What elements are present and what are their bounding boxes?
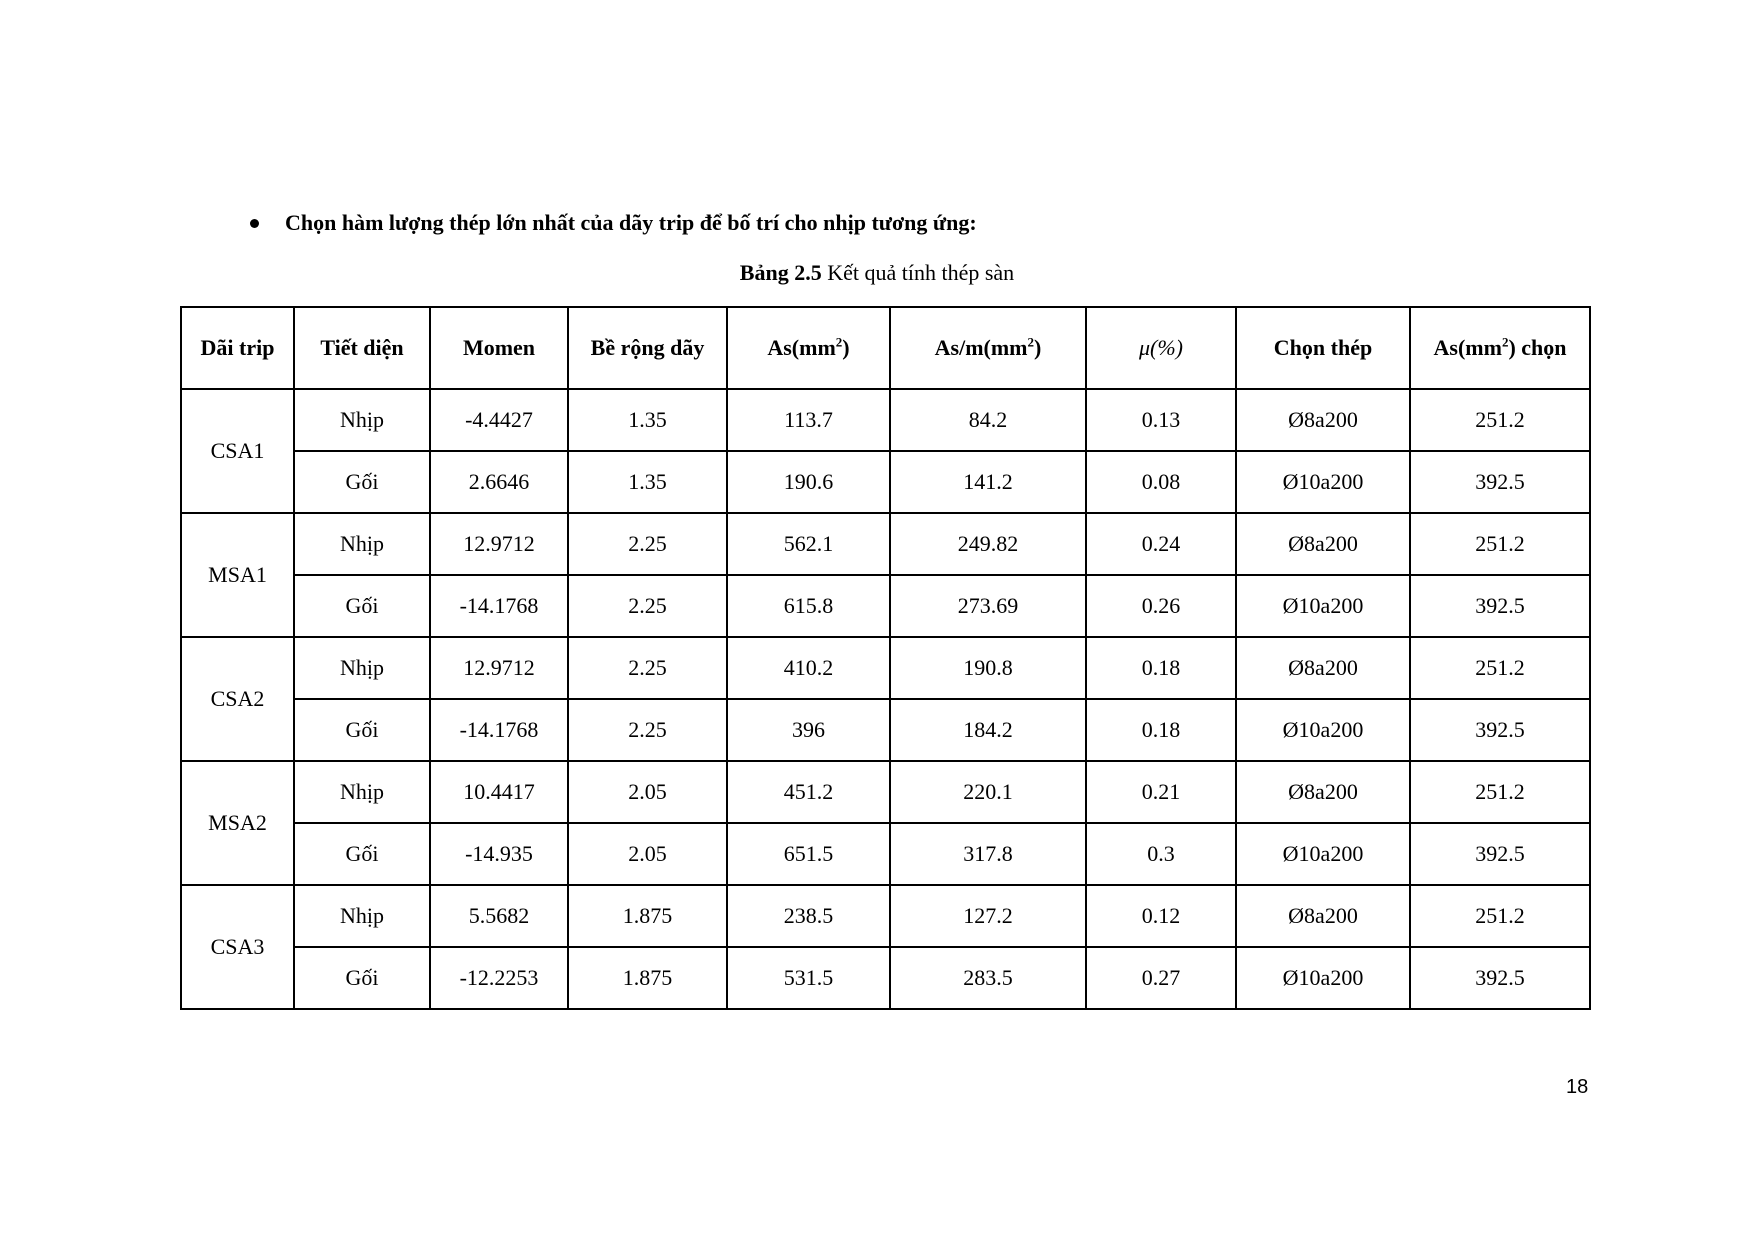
table-row: [181, 513, 1590, 575]
header-as: $As(mm^2)$: [727, 307, 890, 389]
as-cell: 651.5: [727, 823, 890, 885]
steel-cell: Ø8a200: [1236, 885, 1410, 947]
section-cell: Gối: [294, 451, 430, 513]
as-cell: 451.2: [727, 761, 890, 823]
section-cell: Nhịp: [294, 885, 430, 947]
as-chosen-cell: 251.2: [1410, 885, 1590, 947]
steel-cell: Ø8a200: [1236, 637, 1410, 699]
as-m-cell: 249.82: [890, 513, 1086, 575]
steel-results-table: [180, 306, 1591, 1010]
width-cell: 2.25: [568, 637, 727, 699]
steel-cell: Ø8a200: [1236, 513, 1410, 575]
moment-cell: 5.5682: [430, 885, 568, 947]
moment-cell: -12.2253: [430, 947, 568, 1009]
section-cell: Gối: [294, 823, 430, 885]
section-cell: Gối: [294, 575, 430, 637]
moment-cell: 10.4417: [430, 761, 568, 823]
as-chosen-cell: 251.2: [1410, 761, 1590, 823]
header-strip: Dãi trip: [181, 307, 294, 389]
mu-cell: 0.12: [1086, 885, 1236, 947]
as-chosen-cell: 251.2: [1410, 389, 1590, 451]
mu-cell: 0.21: [1086, 761, 1236, 823]
width-cell: 1.875: [568, 947, 727, 1009]
header-as-chosen: $As(mm^2)$ chọn: [1410, 307, 1590, 389]
section-cell: Nhịp: [294, 389, 430, 451]
as-cell: 410.2: [727, 637, 890, 699]
width-cell: 2.25: [568, 699, 727, 761]
header-row: [181, 307, 1590, 389]
bullet-paragraph: [250, 210, 977, 236]
as-chosen-cell: 392.5: [1410, 451, 1590, 513]
as-m-cell: 220.1: [890, 761, 1086, 823]
moment-cell: 12.9712: [430, 513, 568, 575]
table-row: [181, 699, 1590, 761]
header-section: Tiết diện: [294, 307, 430, 389]
as-m-cell: 127.2: [890, 885, 1086, 947]
section-cell: Nhịp: [294, 761, 430, 823]
mu-cell: 0.24: [1086, 513, 1236, 575]
steel-cell: Ø10a200: [1236, 823, 1410, 885]
steel-cell: Ø10a200: [1236, 575, 1410, 637]
steel-cell: Ø10a200: [1236, 947, 1410, 1009]
as-chosen-cell: 392.5: [1410, 575, 1590, 637]
moment-cell: -4.4427: [430, 389, 568, 451]
caption-label: Bảng 2.5: [739, 260, 822, 285]
as-cell: 113.7: [727, 389, 890, 451]
mu-cell: 0.08: [1086, 451, 1236, 513]
width-cell: 1.35: [568, 389, 727, 451]
moment-cell: 12.9712: [430, 637, 568, 699]
bullet-text: Chọn hàm lượng thép lớn nhất của dãy trip để bố trí cho nhịp tương ứng:: [285, 210, 977, 235]
moment-cell: 2.6646: [430, 451, 568, 513]
strip-name-cell: MSA2: [181, 761, 294, 885]
header-as-per-m: $As/m(mm^2)$: [890, 307, 1086, 389]
as-cell: 562.1: [727, 513, 890, 575]
section-cell: Nhịp: [294, 513, 430, 575]
steel-cell: Ø10a200: [1236, 699, 1410, 761]
mu-cell: 0.18: [1086, 699, 1236, 761]
as-cell: 238.5: [727, 885, 890, 947]
table-row: [181, 451, 1590, 513]
steel-cell: Ø10a200: [1236, 451, 1410, 513]
as-m-cell: 141.2: [890, 451, 1086, 513]
strip-name-cell: CSA3: [181, 885, 294, 1009]
as-cell: 615.8: [727, 575, 890, 637]
width-cell: 2.25: [568, 575, 727, 637]
steel-cell: Ø8a200: [1236, 761, 1410, 823]
as-chosen-cell: 392.5: [1410, 699, 1590, 761]
strip-name-cell: MSA1: [181, 513, 294, 637]
as-m-cell: 317.8: [890, 823, 1086, 885]
mu-cell: 0.26: [1086, 575, 1236, 637]
mu-cell: 0.3: [1086, 823, 1236, 885]
section-cell: Gối: [294, 699, 430, 761]
as-m-cell: 184.2: [890, 699, 1086, 761]
header-mu: μ(%): [1086, 307, 1236, 389]
steel-cell: Ø8a200: [1236, 389, 1410, 451]
as-cell: 190.6: [727, 451, 890, 513]
table-row: [181, 389, 1590, 451]
header-moment: Momen: [430, 307, 568, 389]
section-cell: Nhịp: [294, 637, 430, 699]
as-cell: 396: [727, 699, 890, 761]
table-caption: [0, 260, 1754, 286]
as-m-cell: 283.5: [890, 947, 1086, 1009]
strip-name-cell: CSA1: [181, 389, 294, 513]
table-row: [181, 637, 1590, 699]
width-cell: 2.05: [568, 761, 727, 823]
as-m-cell: 190.8: [890, 637, 1086, 699]
bullet-icon: [250, 219, 259, 228]
as-chosen-cell: 251.2: [1410, 637, 1590, 699]
as-m-cell: 84.2: [890, 389, 1086, 451]
page-number: 18: [1566, 1076, 1589, 1098]
table-row: [181, 761, 1590, 823]
table-body: [181, 389, 1590, 1009]
table-row: [181, 823, 1590, 885]
caption-text: Kết quả tính thép sàn: [821, 260, 1015, 285]
header-steel: Chọn thép: [1236, 307, 1410, 389]
mu-cell: 0.27: [1086, 947, 1236, 1009]
moment-cell: -14.1768: [430, 699, 568, 761]
strip-name-cell: CSA2: [181, 637, 294, 761]
width-cell: 1.35: [568, 451, 727, 513]
mu-cell: 0.13: [1086, 389, 1236, 451]
as-chosen-cell: 392.5: [1410, 823, 1590, 885]
mu-cell: 0.18: [1086, 637, 1236, 699]
as-m-cell: 273.69: [890, 575, 1086, 637]
width-cell: 2.05: [568, 823, 727, 885]
table-row: [181, 885, 1590, 947]
width-cell: 1.875: [568, 885, 727, 947]
as-chosen-cell: 392.5: [1410, 947, 1590, 1009]
header-width: Bề rộng dãy: [568, 307, 727, 389]
width-cell: 2.25: [568, 513, 727, 575]
moment-cell: -14.1768: [430, 575, 568, 637]
section-cell: Gối: [294, 947, 430, 1009]
table-row: [181, 947, 1590, 1009]
as-cell: 531.5: [727, 947, 890, 1009]
as-chosen-cell: 251.2: [1410, 513, 1590, 575]
table-row: [181, 575, 1590, 637]
moment-cell: -14.935: [430, 823, 568, 885]
